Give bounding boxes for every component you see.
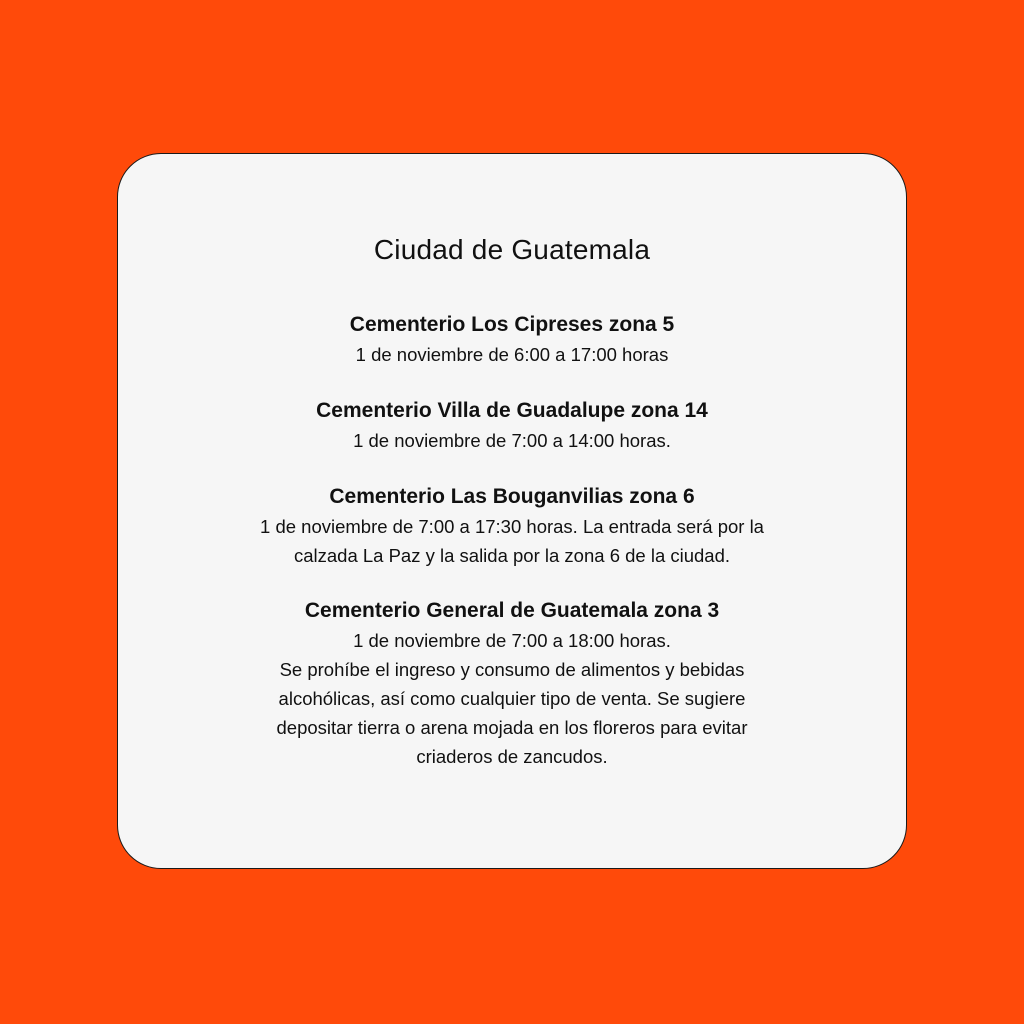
cemetery-schedule: 1 de noviembre de 7:00 a 18:00 horas. [353, 630, 671, 651]
cemetery-name: Cementerio General de Guatemala zona 3 [304, 599, 720, 622]
card-title: Ciudad de Guatemala [373, 234, 651, 265]
cemetery-schedule: 1 de noviembre de 7:00 a 17:30 horas. La entrada será por la [260, 516, 764, 537]
info-card [117, 153, 907, 869]
cemetery-name: Cementerio Los Cipreses zona 5 [349, 313, 675, 336]
cemetery-note: calzada La Paz y la salida por la zona 6 de la ciudad. [293, 545, 731, 566]
cemetery-schedule: 1 de noviembre de 7:00 a 14:00 horas. [353, 430, 671, 451]
cemetery-entry [158, 482, 866, 570]
cemetery-name: Cementerio Las Bouganvilias zona 6 [329, 485, 695, 508]
cemetery-note: criaderos de zancudos. [416, 746, 608, 767]
cemetery-note: Se prohíbe el ingreso y consumo de alimentos y bebidas [279, 659, 745, 680]
cemetery-schedule: 1 de noviembre de 6:00 a 17:00 horas [355, 344, 669, 365]
cemetery-note: depositar tierra o arena mojada en los floreros para evitar [276, 717, 748, 738]
cemetery-note: alcohólicas, así como cualquier tipo de venta. Se sugiere [278, 688, 746, 709]
cemetery-name: Cementerio Villa de Guadalupe zona 14 [316, 399, 708, 422]
cemetery-entry [158, 310, 866, 369]
cemetery-entry [158, 596, 866, 771]
cemetery-entry [158, 396, 866, 455]
